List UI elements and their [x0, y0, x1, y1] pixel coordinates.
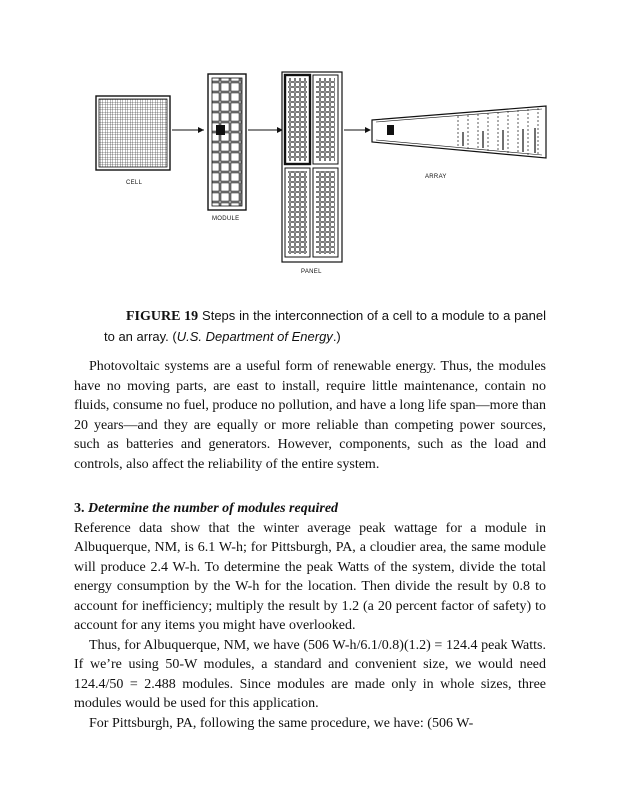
section-paragraph-2: Thus, for Albuquerque, NM, we have (506 W-h/6.1/0.8)(1.2) = 124.4 peak Watts. If we’re using 50-W modules, a standard and convenient size, we would need 124.4/50 = 2.488 modules. Since modules are made only in whole sizes, three modules would be used for this application. — [74, 637, 546, 711]
module-drawing — [208, 74, 246, 222]
caption-source: U.S. Department of Energy — [176, 329, 333, 344]
caption-text-a: Steps in the interconnection of a cell to a module to a panel to an array. ( — [104, 308, 546, 344]
section-modules — [74, 499, 546, 733]
panel-label: PANEL — [301, 269, 322, 275]
caption-text-b: .) — [332, 329, 341, 344]
intro-paragraph: Photovoltaic systems are a useful form of renewable energy. Thus, the modules have no moving parts, are east to install, require little maintenance, contain no fluids, consume no fuel, produce no pollution, and have a long life span—more than 20 years—and they are equally or more reliable than competing power sources, such as batteries and generators. However, components, such as the load and controls, also affect the reliability of the entire system. — [74, 359, 547, 472]
figure-number: FIGURE 19 — [126, 309, 199, 324]
cell-label: CELL — [126, 180, 143, 186]
cell-drawing — [96, 96, 170, 186]
section-heading — [74, 499, 546, 519]
section-number: 3. — [74, 501, 88, 516]
pv-interconnection-figure — [80, 62, 550, 284]
figure-caption — [104, 306, 546, 348]
intro-paragraph-block — [74, 357, 546, 474]
section-title: Determine the number of modules required — [88, 501, 339, 516]
module-label: MODULE — [212, 216, 240, 222]
section-paragraph-3: For Pittsburgh, PA, following the same procedure, we have: (506 W- — [89, 715, 474, 731]
array-label: ARRAY — [425, 174, 447, 180]
panel-drawing — [282, 72, 342, 275]
array-drawing — [372, 106, 546, 180]
section-paragraph-1: Reference data show that the winter average peak wattage for a module in Albuquerque, NM, is 6.1 W-h; for Pittsburgh, PA, a cloudier area, the same module will produce 2.4 W-h. To determine the peak Watts of the system, divide the total energy consumption by the W-h for the location. Then divide the result by 0.8 to account for inefficiency; multiply the result by 1.2 (a 20 percent factor of safety) to account for any items you might have overlooked. — [74, 520, 546, 633]
